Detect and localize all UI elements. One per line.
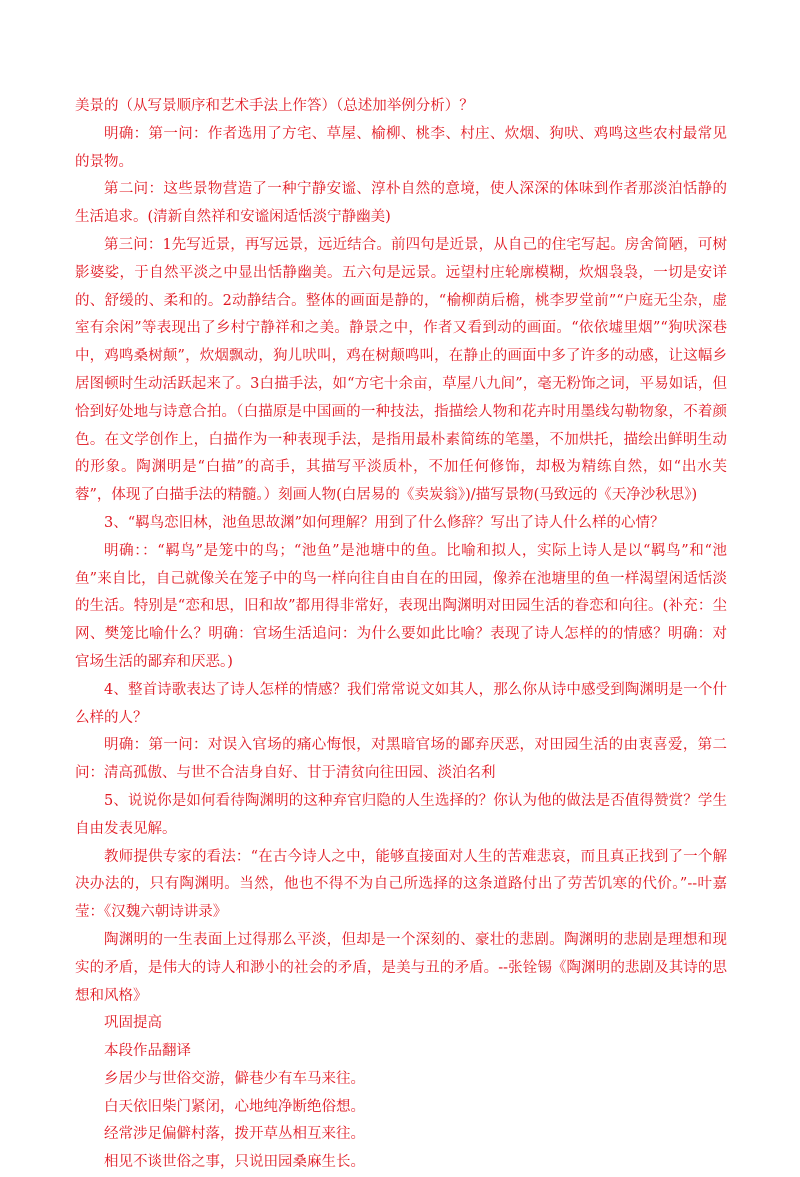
paragraph-question-5: 5、说说你是如何看待陶渊明的这种弃官归隐的人生选择的？你认为他的做法是否值得赞赏？学生自由发表见解。 (75, 792, 727, 837)
translation-line: 经常涉足偏僻村落，拨开草丛相互来往。 (104, 1126, 365, 1143)
translation-line: 乡居少与世俗交游，僻巷少有车马来往。 (104, 1070, 365, 1087)
section-heading-consolidate: 巩固提高 (104, 1015, 162, 1032)
paragraph-tragedy-quote: 陶渊明的一生表面上过得那么平淡，但却是一个深刻的、豪壮的悲剧。陶渊明的悲剧是理想和现实的矛盾，是伟大的诗人和渺小的社会的矛盾，是美与丑的矛盾。--张铨锡《陶渊明的悲剧及其诗的思想和风格》 (75, 931, 727, 1004)
translation-line: 相见不谈世俗之事，只说田园桑麻生长。 (104, 1154, 365, 1171)
paragraph-expert-view: 教师提供专家的看法：“在古今诗人之中，能够直接面对人生的苦难悲哀，而且真正找到了一个解决办法的，只有陶渊明。当然，他也不得不为自己所选择的这条道路付出了劳苦饥寒的代价。”--叶嘉莹：《汉魏六朝诗讲录》 (75, 848, 727, 921)
paragraph-question-4: 4、整首诗歌表达了诗人怎样的情感？我们常常说文如其人，那么你从诗中感受到陶渊明是一个什么样的人？ (75, 681, 727, 726)
paragraph-answer-1: 明确：第一问：作者选用了方宅、草屋、榆柳、桃李、村庄、炊烟、狗吠、鸡鸣这些农村最常见的景物。 (75, 125, 727, 170)
paragraph-answer-3: 第三问：1先写近景，再写远景，远近结合。前四句是近景，从自己的住宅写起。房舍简陋，可树影婆娑，于自然平淡之中显出恬静幽美。五六句是远景。远望村庄轮廓模糊，炊烟袅袅，一切是安详的、舒缓的、柔和的。2动静结合。整体的画面是静的，“榆柳荫后檐，桃李罗堂前”“户庭无尘杂，虚室有余闲”等表现出了乡村宁静祥和之美。静景之中，作者又看到动的画面。“依依墟里烟”“狗吠深巷中，鸡鸣桑树颠”，炊烟飘动，狗儿吠叫，鸡在树颠鸣叫，在静止的画面中多了许多的动感，让这幅乡居图顿时生动活跃起来了。3白描手法，如“方宅十余亩，草屋八九间”，毫无粉饰之词，平易如话，但恰到好处地与诗意合拍。（白描原是中国画的一种技法，指描绘人物和花卉时用墨线勾勒物象，不着颜色。在文学创作上，白描作为一种表现手法，是指用最朴素简练的笔墨，不加烘托，描绘出鲜明生动的形象。陶渊明是“白描”的高手，其描写平淡质朴，不加任何修饰，却极为精练自然，如“出水芙蓉”，体现了白描手法的精髓。）刻画人物(白居易的《卖炭翁》)/描写景物(马致远的《天净沙秋思》) (75, 236, 727, 504)
paragraph-answer-2: 第二问：这些景物营造了一种宁静安谧、淳朴自然的意境，使人深深的体味到作者那淡泊恬静的生活追求。(清新自然祥和安谧闲适恬淡宁静幽美) (75, 181, 727, 226)
paragraph-answer-question-3: 明确：：“羁鸟”是笼中的鸟；“池鱼”是池塘中的鱼。比喻和拟人，实际上诗人是以“羁鸟”和“池鱼”来自比，自己就像关在笼子中的鸟一样向往自由自在的田园，像养在池塘里的鱼一样渴望闲适恬淡的生活。特别是“恋和思，旧和故”都用得非常好，表现出陶渊明对田园生活的眷恋和向往。(补充：尘网、樊笼比喻什么？明确：官场生活追问：为什么要如此比喻？表现了诗人怎样的的情感？明确：对官场生活的鄙弃和厌恶。) (75, 542, 727, 670)
document-page (75, 93, 727, 1177)
paragraph-question-continuation: 美景的（从写景顺序和艺术手法上作答）（总述加举例分析）？ (75, 98, 474, 114)
paragraph-question-3: 3、“羁鸟恋旧林，池鱼思故渊”如何理解？用到了什么修辞？写出了诗人什么样的心情？ (104, 514, 665, 531)
section-heading-translation: 本段作品翻译 (104, 1043, 191, 1060)
paragraph-answer-question-4: 明确：第一问：对误入官场的痛心悔恨，对黑暗官场的鄙弃厌恶，对田园生活的由衷喜爱，第二问：清高孤傲、与世不合洁身自好、甘于清贫向往田园、淡泊名利 (75, 737, 727, 782)
translation-line: 白天依旧柴门紧闭，心地纯净断绝俗想。 (104, 1098, 365, 1115)
